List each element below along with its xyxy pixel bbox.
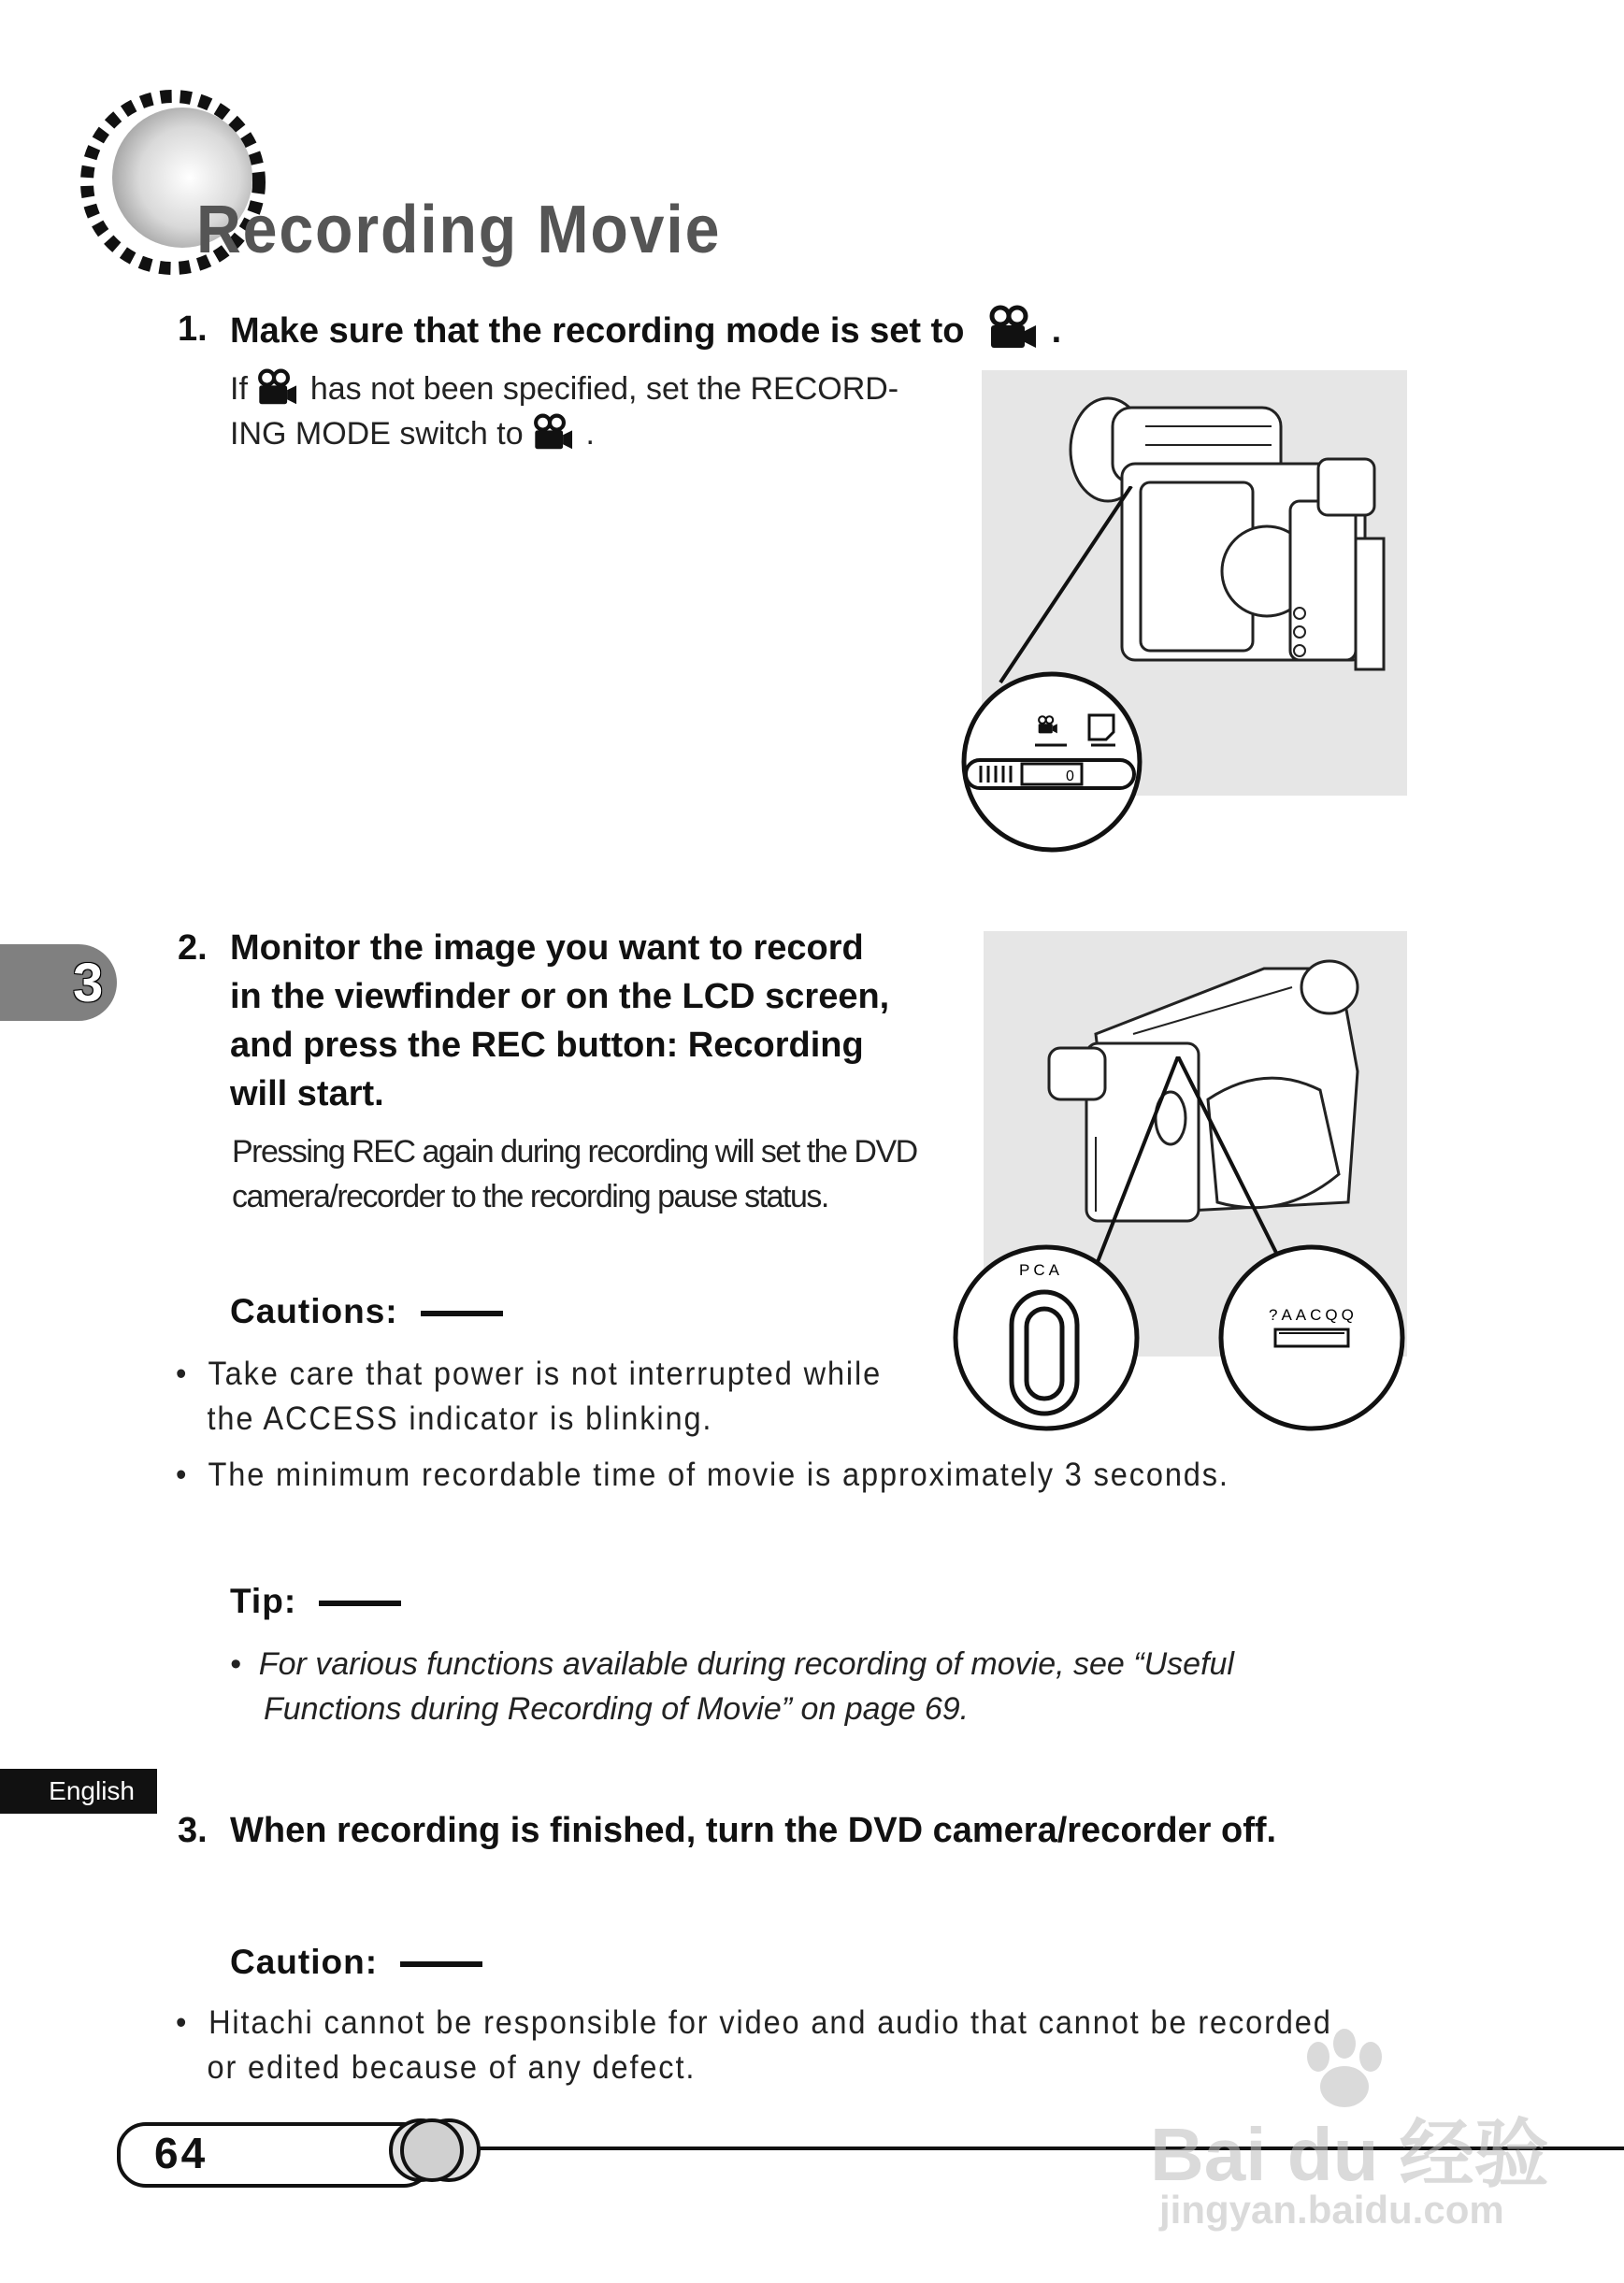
caution-heading: Caution: [230,1943,482,1982]
page-title: Recording Movie [196,193,722,267]
step-2-heading: Monitor the image you want to record in the viewfinder or on the LCD screen, and press the REC button: Recording will start. [230,928,890,1113]
step-1-body-line-1: If has not been specified, set the RECORD- [230,366,898,411]
step-1-heading: Make sure that the recording mode is set to . [230,305,1061,355]
cautions-item-2: • The minimum recordable time of movie is approximately 3 seconds. [176,1457,1229,1493]
caution-item: • Hitachi cannot be responsible for video and audio that cannot be recorded or edited because of any defect. [176,2004,1332,2086]
cautions-rule [421,1311,503,1316]
movie-mode-icon [256,367,301,407]
step-1-number: 1. [178,309,208,349]
watermark-brand: Bai du 经验 [1150,2113,1549,2196]
tip-heading: Tip: [230,1582,401,1621]
access-indicator-callout [1217,1243,1406,1432]
rec-callout-label: PCA [1019,1261,1063,1279]
chapter-number: 3 [73,953,104,1013]
step-2-body: Pressing REC again during recording will set the DVD camera/recorder to the recording pause status. [232,1134,917,1214]
access-callout-label: ?AACQQ [1269,1306,1358,1324]
movie-mode-icon [532,412,577,452]
rec-button-callout [952,1243,1141,1432]
cautions-item-1: • Take care that power is not interrupted while the ACCESS indicator is blinking. [176,1356,883,1437]
tip-rule [319,1601,401,1606]
caution-rule [400,1961,482,1967]
language-tab: English [0,1769,157,1814]
page-number: 64 [154,2129,208,2177]
cautions-heading: Cautions: [230,1292,503,1331]
watermark-url: jingyan.baidu.com [1159,2188,1504,2232]
movie-mode-icon [987,305,1042,350]
tip-item: • For various functions available during recording of movie, see “Useful Functions during Recording of Movie” on page 69. [230,1646,1234,1727]
step-3-heading: When recording is finished, turn the DVD camera/recorder off. [230,1811,1277,1850]
switch-callout-label: 0 [1066,768,1074,784]
recording-mode-switch-callout [960,670,1143,854]
step-1-body-line-2: ING MODE switch to . [230,411,595,456]
step-2-number: 2. [178,928,208,968]
step-3-number: 3. [178,1811,208,1850]
